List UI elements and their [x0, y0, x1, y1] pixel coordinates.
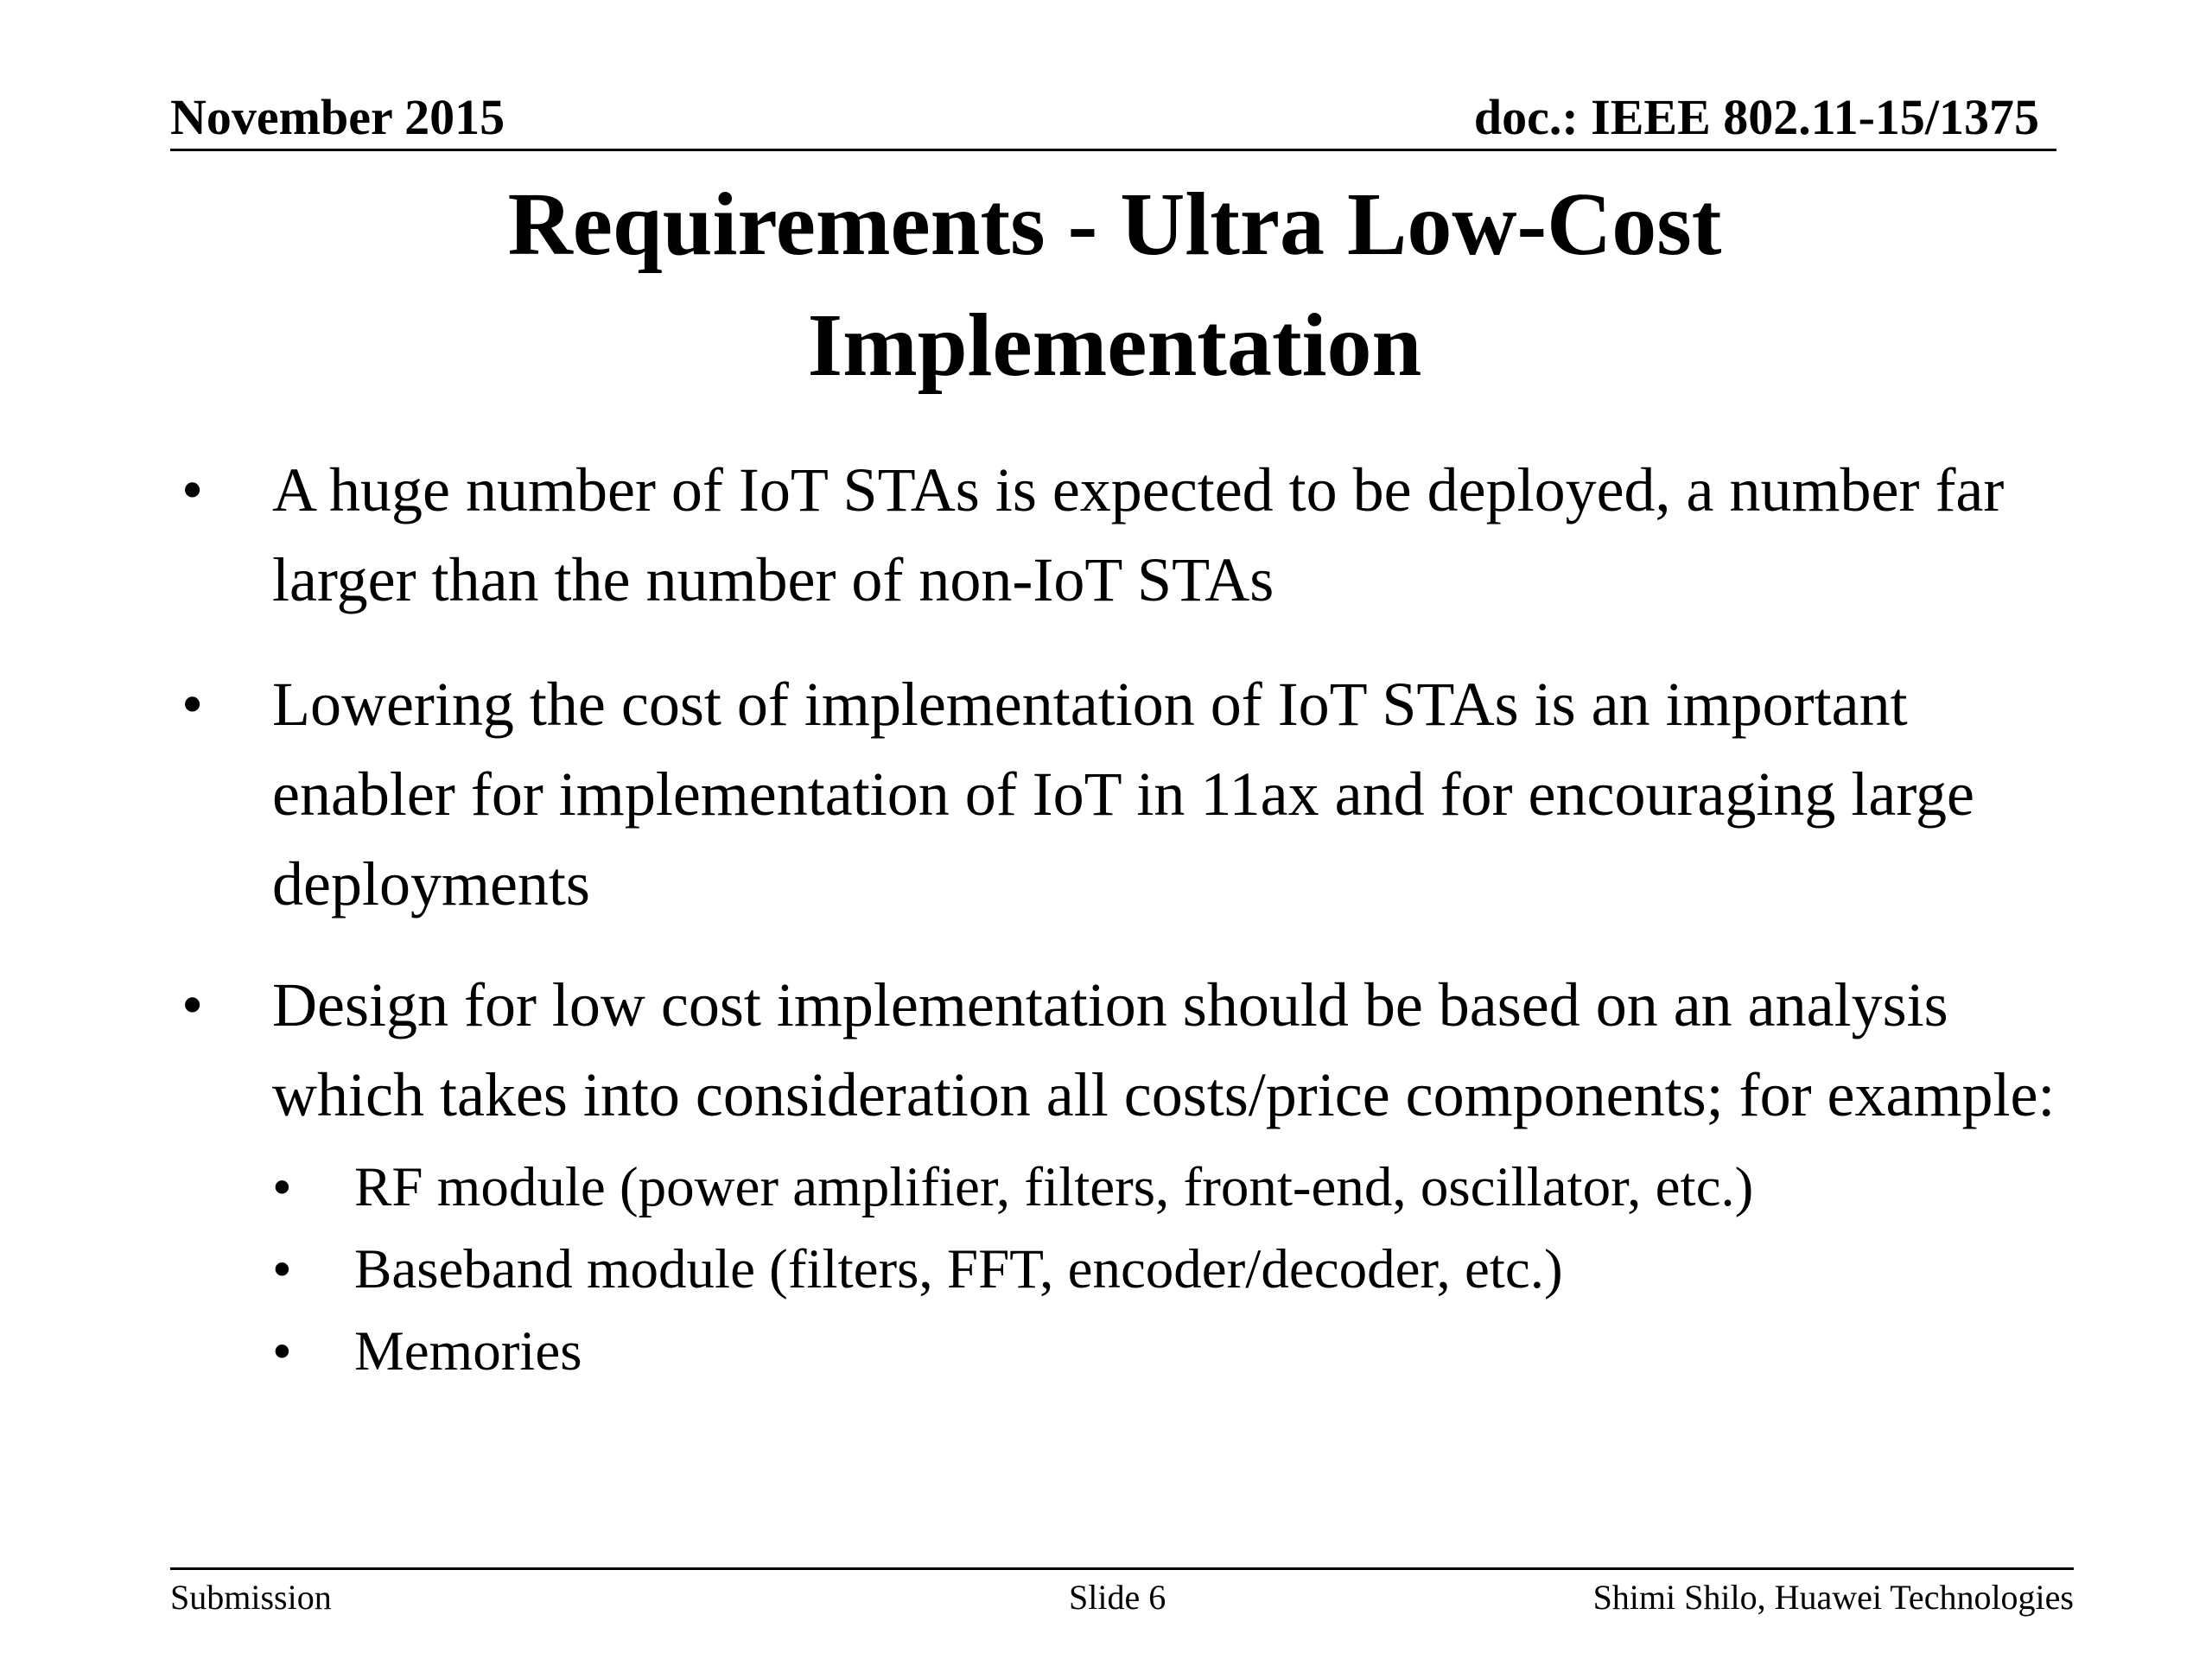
bullet-text: A huge number of IoT STAs is expected to be deployed, a number far larger than the number of non-IoT STAs: [272, 455, 2005, 614]
bullet-list: [181, 445, 2082, 1393]
header-date: November 2015: [170, 89, 505, 145]
slide-header: [170, 86, 2056, 151]
footer-submission: Submission: [170, 1578, 332, 1617]
sub-bullet-item: [272, 1229, 2082, 1311]
footer-author: Shimi Shilo, Huawei Technologies: [1592, 1578, 2074, 1617]
sub-bullet-item: [272, 1311, 2082, 1393]
sub-bullet-marker: •: [272, 1320, 292, 1382]
slide-footer: [170, 1567, 2074, 1622]
sub-bullet-text: Baseband module (filters, FFT, encoder/decoder, etc.): [354, 1238, 1563, 1300]
bullet-text: Design for low cost implementation should be based on an analysis which takes into consideration all costs/price components; for example:: [272, 970, 2056, 1129]
sub-bullet-marker: •: [272, 1238, 292, 1300]
slide-title: [173, 164, 2056, 406]
bullet-marker: •: [181, 455, 204, 524]
bullet-marker: •: [181, 970, 204, 1039]
title-line-1: Requirements - Ultra Low-Cost: [507, 175, 1722, 274]
sub-bullet-list: [272, 1147, 2082, 1393]
footer-slide-number: Slide 6: [1069, 1578, 1166, 1617]
bullet-text: Lowering the cost of implementation of IoT STAs is an important enabler for implementation of IoT in 11ax and for encouraging large deployments: [272, 670, 1974, 918]
sub-bullet-marker: •: [272, 1156, 292, 1218]
header-doc-id: doc.: IEEE 802.11-15/1375: [1473, 89, 2039, 145]
title-line-2: Implementation: [807, 296, 1422, 395]
bullet-item: [181, 659, 2082, 929]
sub-bullet-text: Memories: [354, 1320, 582, 1382]
bullet-marker: •: [181, 670, 204, 739]
sub-bullet-item: [272, 1147, 2082, 1229]
bullet-item: [181, 445, 2082, 625]
bullet-item: [181, 960, 2082, 1393]
sub-bullet-text: RF module (power amplifier, filters, front-end, oscillator, etc.): [354, 1156, 1754, 1218]
